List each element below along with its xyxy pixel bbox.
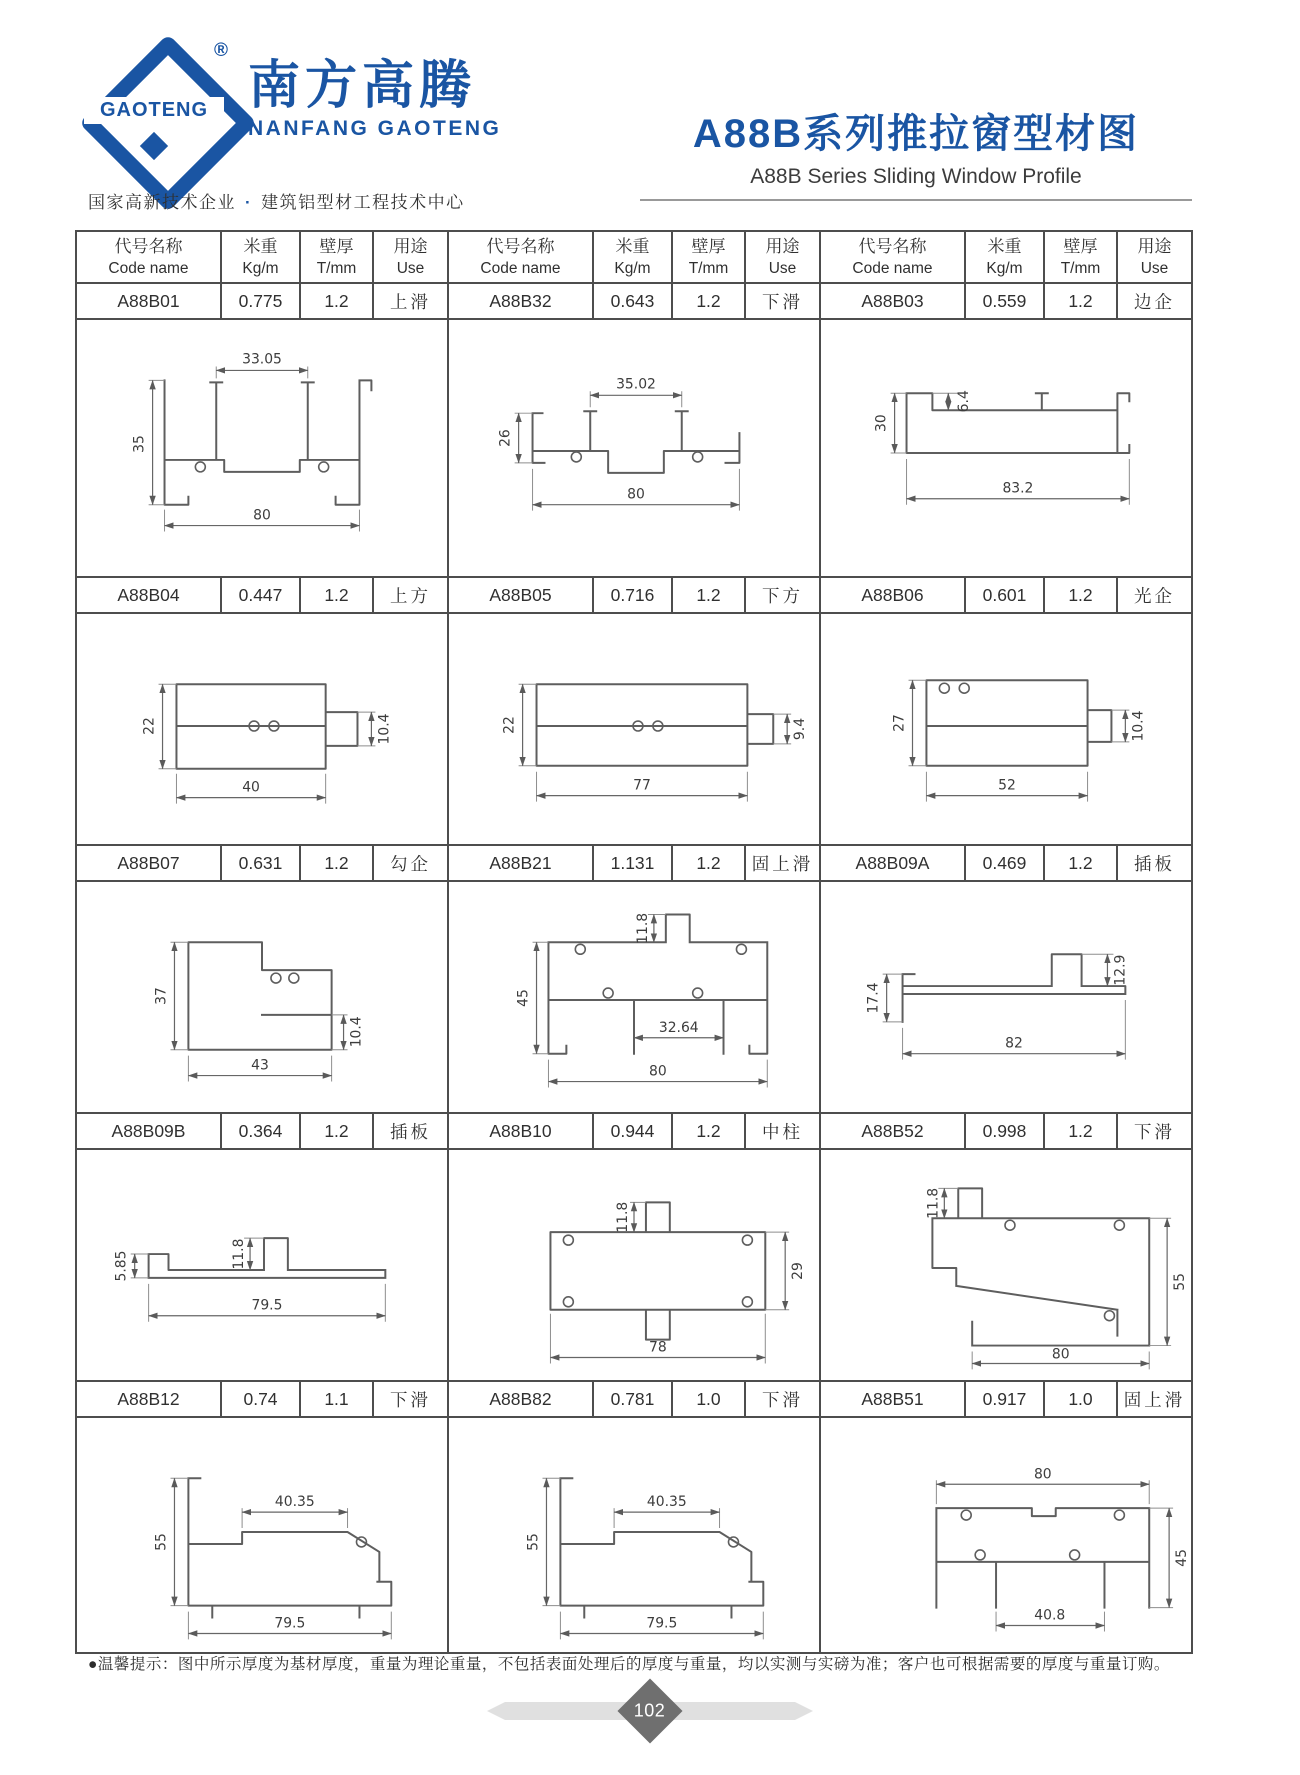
- col-header-code: 代号名称 Code name: [448, 231, 593, 283]
- cell-tmm: 1.2: [672, 283, 745, 319]
- dim-label: 79.5: [274, 1615, 306, 1632]
- col-header-tmm: 壁厚 T/mm: [672, 231, 745, 283]
- dim-label: 22: [501, 716, 518, 734]
- company-tagline: [88, 188, 465, 213]
- drawing-cell-a88b51: [820, 1417, 1192, 1653]
- profile-drawing-a88b09b: [77, 1150, 447, 1380]
- profile-drawing-a88b01: [77, 320, 447, 576]
- profile-drawing-a88b21: [449, 882, 819, 1112]
- dim-label: 11.8: [615, 1201, 632, 1233]
- dim-label: 80: [253, 507, 271, 524]
- cell-kgm: 0.74: [221, 1381, 300, 1417]
- dimension-lines: [142, 684, 393, 803]
- col-header-kgm: 米重 Kg/m: [965, 231, 1044, 283]
- drawing-cell-a88b82: [448, 1417, 820, 1653]
- drawing-cell-a88b03: [820, 319, 1192, 577]
- cell-code: A88B10: [448, 1113, 593, 1149]
- profile-drawing-a88b05: [449, 614, 819, 844]
- page-number: 102: [634, 1700, 666, 1721]
- dimension-lines: [550, 1202, 806, 1364]
- cell-use: 下滑: [373, 1381, 448, 1417]
- dim-label: 6.4: [956, 390, 973, 413]
- profile-outline: [533, 411, 740, 473]
- drawing-cell-a88b52: [820, 1149, 1192, 1381]
- dim-label: 37: [153, 987, 170, 1005]
- drawing-cell-a88b09a: [820, 881, 1192, 1113]
- tagline-separator: ·: [245, 193, 253, 212]
- profile-outline: [907, 393, 1130, 453]
- cell-use: 固上滑: [1117, 1381, 1192, 1417]
- profile-outline: [188, 942, 331, 1049]
- cell-tmm: 1.2: [1044, 845, 1117, 881]
- dim-label: 80: [1051, 1346, 1070, 1363]
- dim-label: 79.5: [251, 1297, 283, 1314]
- dimension-lines: [498, 376, 740, 510]
- cell-kgm: 0.917: [965, 1381, 1044, 1417]
- cell-use: 下滑: [745, 1381, 820, 1417]
- dim-label: 10.4: [1130, 710, 1147, 742]
- cell-kgm: 0.447: [221, 577, 300, 613]
- cell-tmm: 1.2: [1044, 283, 1117, 319]
- dim-label: 43: [251, 1057, 269, 1074]
- cell-tmm: 1.2: [300, 283, 373, 319]
- profile-drawing-a88b06: [821, 614, 1191, 844]
- page-number-diamond: [617, 1678, 682, 1743]
- drawing-row-1: [76, 319, 1192, 577]
- dim-label: 9.4: [792, 717, 809, 741]
- spec-row-5: [76, 1381, 1192, 1417]
- drawing-cell-a88b12: [76, 1417, 448, 1653]
- drawing-row-5: [76, 1417, 1192, 1653]
- cell-kgm: 0.775: [221, 283, 300, 319]
- cell-code: A88B51: [820, 1381, 965, 1417]
- dim-label: 52: [998, 777, 1016, 794]
- cell-kgm: 0.944: [593, 1113, 672, 1149]
- dim-label: 40: [242, 779, 260, 796]
- cell-tmm: 1.2: [300, 845, 373, 881]
- drawing-cell-a88b01: [76, 319, 448, 577]
- cell-kgm: 0.601: [965, 577, 1044, 613]
- cell-use: 下方: [745, 577, 820, 613]
- cell-use: 插板: [373, 1113, 448, 1149]
- dim-label: 55: [525, 1533, 542, 1551]
- table-header-row: [76, 231, 1192, 283]
- ribbon-right-shape: [663, 1702, 813, 1720]
- cell-kgm: 0.643: [593, 283, 672, 319]
- profile-outline: [926, 680, 1111, 766]
- col-header-kgm: 米重 Kg/m: [593, 231, 672, 283]
- cell-tmm: 1.1: [300, 1381, 373, 1417]
- dim-label: 30: [873, 414, 890, 432]
- cell-code: A88B05: [448, 577, 593, 613]
- cell-use: 边企: [1117, 283, 1192, 319]
- cell-kgm: 0.364: [221, 1113, 300, 1149]
- page-number-marker: [0, 1688, 1300, 1734]
- dim-label: 32.64: [658, 1019, 699, 1036]
- cell-use: 中柱: [745, 1113, 820, 1149]
- brand-name-cn: 南方高腾: [248, 57, 477, 115]
- dim-label: 80: [1033, 1466, 1052, 1483]
- drawing-row-3: [76, 881, 1192, 1113]
- dim-label: 80: [627, 486, 645, 503]
- col-header-code: 代号名称 Code name: [76, 231, 221, 283]
- dim-label: 55: [1172, 1273, 1189, 1291]
- drawing-cell-a88b05: [448, 613, 820, 845]
- cell-kgm: 0.559: [965, 283, 1044, 319]
- profile-drawing-a88b51: [821, 1418, 1191, 1652]
- ribbon-left-shape: [487, 1702, 637, 1720]
- cell-tmm: 1.2: [672, 577, 745, 613]
- dimension-lines: [874, 390, 1130, 505]
- drawing-cell-a88b32: [448, 319, 820, 577]
- cell-kgm: 0.631: [221, 845, 300, 881]
- cell-use: 下滑: [1117, 1113, 1192, 1149]
- cell-tmm: 1.2: [300, 1113, 373, 1149]
- col-header-use: 用途 Use: [1117, 231, 1192, 283]
- dimension-lines: [936, 1466, 1190, 1631]
- dimension-lines: [866, 954, 1129, 1059]
- cell-use: 下滑: [745, 283, 820, 319]
- cell-tmm: 1.2: [672, 845, 745, 881]
- cell-code: A88B07: [76, 845, 221, 881]
- cell-use: 插板: [1117, 845, 1192, 881]
- drawing-cell-a88b07: [76, 881, 448, 1113]
- dim-label: 45: [1174, 1549, 1191, 1567]
- dim-label: 11.8: [634, 912, 651, 944]
- cell-code: A88B12: [76, 1381, 221, 1417]
- profile-outline: [903, 954, 1129, 1022]
- dim-label: 80: [649, 1063, 667, 1080]
- dim-label: 79.5: [646, 1615, 678, 1632]
- profile-drawing-a88b07: [77, 882, 447, 1112]
- cell-use: 上滑: [373, 283, 448, 319]
- profile-drawing-a88b10: [449, 1150, 819, 1380]
- profile-outline: [165, 380, 372, 504]
- profile-outline: [936, 1508, 1149, 1607]
- cell-tmm: 1.0: [1044, 1381, 1117, 1417]
- brand-block: [248, 44, 501, 176]
- cell-code: A88B03: [820, 283, 965, 319]
- dim-label: 10.4: [376, 713, 393, 745]
- tagline-left: 国家高新技术企业: [88, 193, 236, 212]
- col-header-kgm: 米重 Kg/m: [221, 231, 300, 283]
- drawing-cell-a88b06: [820, 613, 1192, 845]
- cell-use: 勾企: [373, 845, 448, 881]
- cell-use: 上方: [373, 577, 448, 613]
- registered-trademark-icon: ®: [214, 40, 228, 61]
- spec-row-3: [76, 845, 1192, 881]
- cell-kgm: 0.469: [965, 845, 1044, 881]
- cell-code: A88B82: [448, 1381, 593, 1417]
- drawing-cell-a88b10: [448, 1149, 820, 1381]
- page-title: A88B系列推拉窗型材图: [692, 112, 1140, 156]
- dim-label: 17.4: [865, 982, 882, 1014]
- dim-label: 35.02: [616, 376, 656, 393]
- col-header-tmm: 壁厚 T/mm: [1044, 231, 1117, 283]
- profile-outline: [537, 684, 774, 766]
- cell-tmm: 1.0: [672, 1381, 745, 1417]
- dim-label: 45: [515, 989, 532, 1007]
- dimension-lines: [154, 942, 365, 1081]
- dim-label: 78: [649, 1339, 667, 1356]
- gaoteng-logo: [88, 40, 502, 176]
- profile-outline: [932, 1188, 1149, 1345]
- dim-label: 55: [153, 1533, 170, 1551]
- cell-code: A88B04: [76, 577, 221, 613]
- dim-label: 82: [1005, 1035, 1023, 1052]
- cell-use: 光企: [1117, 577, 1192, 613]
- profile-outline: [550, 1202, 765, 1339]
- dim-label: 29: [790, 1262, 807, 1280]
- dim-label: 11.8: [231, 1238, 248, 1270]
- dim-label: 35: [131, 435, 148, 453]
- profile-drawing-a88b32: [449, 320, 819, 576]
- cell-tmm: 1.2: [672, 1113, 745, 1149]
- cell-code: A88B52: [820, 1113, 965, 1149]
- profile-drawing-a88b82: [449, 1418, 819, 1652]
- cell-kgm: 0.716: [593, 577, 672, 613]
- cell-tmm: 1.2: [1044, 577, 1117, 613]
- dim-label: 11.8: [925, 1187, 942, 1219]
- dim-label: 27: [891, 714, 908, 732]
- profile-outline: [176, 684, 357, 769]
- dim-label: 40.35: [646, 1494, 687, 1511]
- profile-drawing-a88b09a: [821, 882, 1191, 1112]
- logo-wordmark: GAOTENG: [99, 99, 209, 121]
- dim-label: 12.9: [1112, 954, 1129, 986]
- logo-wordmark-band: [84, 97, 224, 124]
- gaoteng-diamond-logo: [88, 40, 228, 176]
- dim-label: 40.35: [274, 1494, 315, 1511]
- cell-tmm: 1.2: [1044, 1113, 1117, 1149]
- profile-outline: [149, 1238, 386, 1278]
- tagline-right: 建筑铝型材工程技术中心: [261, 193, 465, 212]
- drawing-cell-a88b04: [76, 613, 448, 845]
- col-header-use: 用途 Use: [745, 231, 820, 283]
- dim-label: 33.05: [242, 351, 282, 368]
- profile-drawing-a88b12: [77, 1418, 447, 1652]
- col-header-use: 用途 Use: [373, 231, 448, 283]
- cell-use: 固上滑: [745, 845, 820, 881]
- footer-note: ●温馨提示：图中所示厚度为基材厚度，重量为理论重量，不包括表面处理后的厚度与重量，均以实测与实磅为准；客户也可根据需要的厚度与重量订购。: [88, 1656, 1170, 1673]
- cell-code: A88B21: [448, 845, 593, 881]
- spec-row-4: [76, 1113, 1192, 1149]
- cell-kgm: 0.998: [965, 1113, 1044, 1149]
- cell-code: A88B09B: [76, 1113, 221, 1149]
- dim-label: 10.4: [348, 1016, 365, 1048]
- drawing-cell-a88b21: [448, 881, 820, 1113]
- dim-label: 40.8: [1034, 1607, 1066, 1624]
- spec-row-2: [76, 577, 1192, 613]
- dim-label: 83.2: [1002, 480, 1034, 497]
- cell-tmm: 1.2: [300, 577, 373, 613]
- drawing-row-2: [76, 613, 1192, 845]
- cell-code: A88B06: [820, 577, 965, 613]
- page-subtitle: A88B Series Sliding Window Profile: [750, 165, 1082, 188]
- page-title-block: [640, 102, 1192, 201]
- dim-label: 5.85: [113, 1250, 130, 1282]
- col-header-tmm: 壁厚 T/mm: [300, 231, 373, 283]
- dim-label: 22: [141, 717, 158, 735]
- profile-drawing-a88b03: [821, 320, 1191, 576]
- cell-code: A88B32: [448, 283, 593, 319]
- brand-name-en: NANFANG GAOTENG: [248, 117, 502, 141]
- cell-kgm: 1.131: [593, 845, 672, 881]
- profile-drawing-a88b04: [77, 614, 447, 844]
- profile-spec-table: [75, 230, 1193, 1654]
- profile-drawing-a88b52: [821, 1150, 1191, 1380]
- spec-row-1: [76, 283, 1192, 319]
- cell-code: A88B09A: [820, 845, 965, 881]
- cell-code: A88B01: [76, 283, 221, 319]
- dimension-lines: [114, 1238, 386, 1322]
- col-header-code: 代号名称 Code name: [820, 231, 965, 283]
- drawing-row-4: [76, 1149, 1192, 1381]
- dim-label: 26: [497, 429, 514, 447]
- cell-kgm: 0.781: [593, 1381, 672, 1417]
- drawing-cell-a88b09b: [76, 1149, 448, 1381]
- dim-label: 77: [633, 777, 651, 794]
